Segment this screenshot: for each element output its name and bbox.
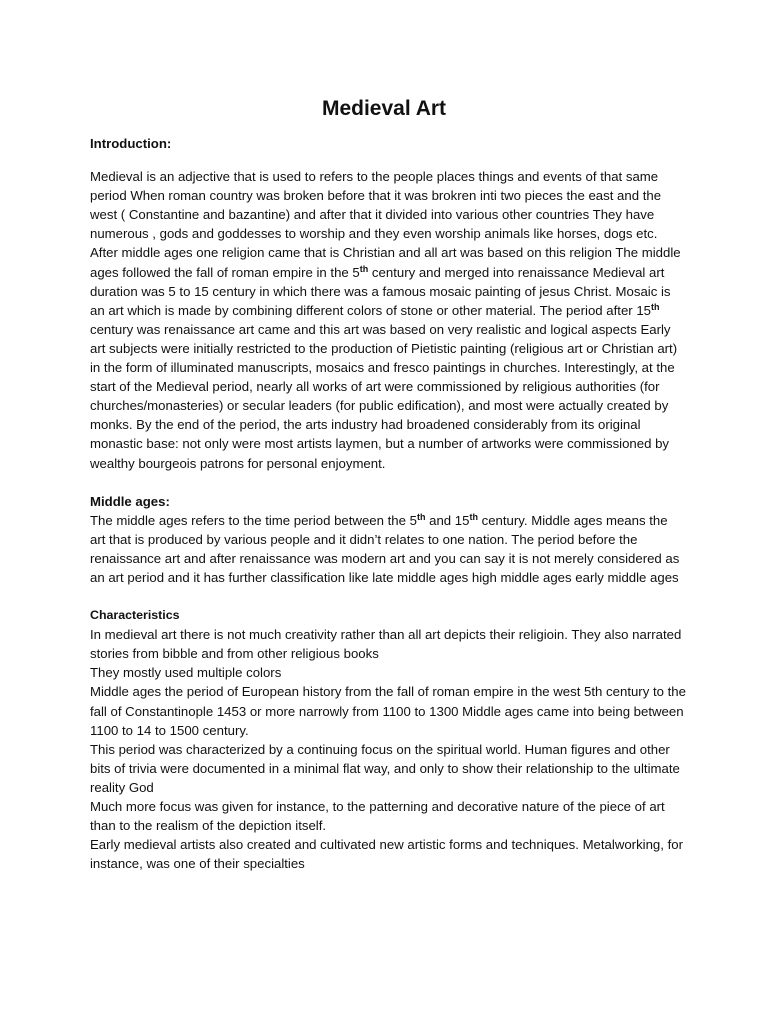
middle-ages-text-part-2: and 15	[425, 512, 470, 528]
superscript: th	[469, 511, 478, 522]
superscript: th	[359, 263, 369, 274]
characteristics-heading: Characteristics	[90, 608, 180, 623]
document-body	[90, 134, 686, 873]
middle-ages-text-part-3: century. Middle ages means the art that is produced by various people and it didn’t relates to one nation. The period before the renaissance art and after renaissance was modern art and you can say it is not merely considered as an art period and it has further classification like late middle ages high middle ages early middle ages	[90, 512, 680, 585]
page-title: Medieval Art	[321, 97, 447, 120]
spacer	[90, 153, 686, 167]
spacer	[90, 587, 686, 606]
introduction-heading: Introduction:	[90, 136, 172, 151]
characteristics-line: Early medieval artists also created and cultivated new artistic forms and techniques. Metalworking, for instance, was one of their specialties	[90, 837, 683, 872]
introduction-text-part-1: Medieval is an adjective that is used to refers to the people places things and events of that same period When roman country was broken before that it was brokren inti two pieces the east and the west ( Constantine and bazantine) and after that it divided into various other countries They have numerous , gods and goddesses to worship and they even worship animals like horses, dogs etc. After middle ages one religion came that is Christian and all art was based on this religion The middle ages followed the fall of roman empire in the 5	[90, 169, 681, 280]
middle-ages-heading: Middle ages:	[90, 493, 170, 509]
middle-ages-paragraph	[90, 511, 686, 587]
spacer	[90, 473, 686, 492]
characteristics-line: In medieval art there is not much creativity rather than all art depicts their religioin. They also narrated stories from bibble and from other religious books	[90, 627, 682, 662]
characteristics-line: Much more focus was given for instance, to the patterning and decorative nature of the piece of art than to the realism of the depiction itself.	[90, 799, 665, 834]
characteristics-line: They mostly used multiple colors	[90, 665, 282, 681]
introduction-text-part-3: century was renaissance art came and this art was based on very realistic and logical aspects Early art subjects were initially restricted to the production of Pietistic painting (religious art or Christian art) in the form of illuminated manuscripts, mosaics and fresco paintings in churches. Interestingly, at the start of the Medieval period, nearly all works of art were commissioned by religious authorities (for churches/monasteries) or secular leaders (for public edification), and most were actually created by monks. By the end of the period, the arts industry had broadened considerably from its original monastic base: not only were most artists laymen, but a number of artworks were commissioned by wealthy bourgeois patrons for personal enjoyment.	[90, 321, 678, 471]
middle-ages-text-part-1: The middle ages refers to the time period between the 5	[90, 512, 417, 528]
superscript: th	[651, 301, 660, 312]
introduction-text-part-2: century and merged into renaissance Medieval art duration was 5 to 15 century in which there was a famous mosaic painting of jesus Christ. Mosaic is an art which is made by combining different colors of stone or other material. The period after 15	[90, 264, 671, 318]
characteristics-line: Middle ages the period of European history from the fall of roman empire in the west 5th century to the fall of Constantinople 1453 or more narrowly from 1100 to 1300 Middle ages came into being between 1100 to 14 to 1500 century.	[90, 684, 686, 738]
introduction-paragraph	[90, 167, 686, 473]
characteristics-line: This period was characterized by a continuing focus on the spiritual world. Human figures and other bits of trivia were documented in a minimal flat way, and only to show their relationship to the ultimate reality God	[90, 741, 680, 795]
superscript: th	[416, 511, 426, 522]
